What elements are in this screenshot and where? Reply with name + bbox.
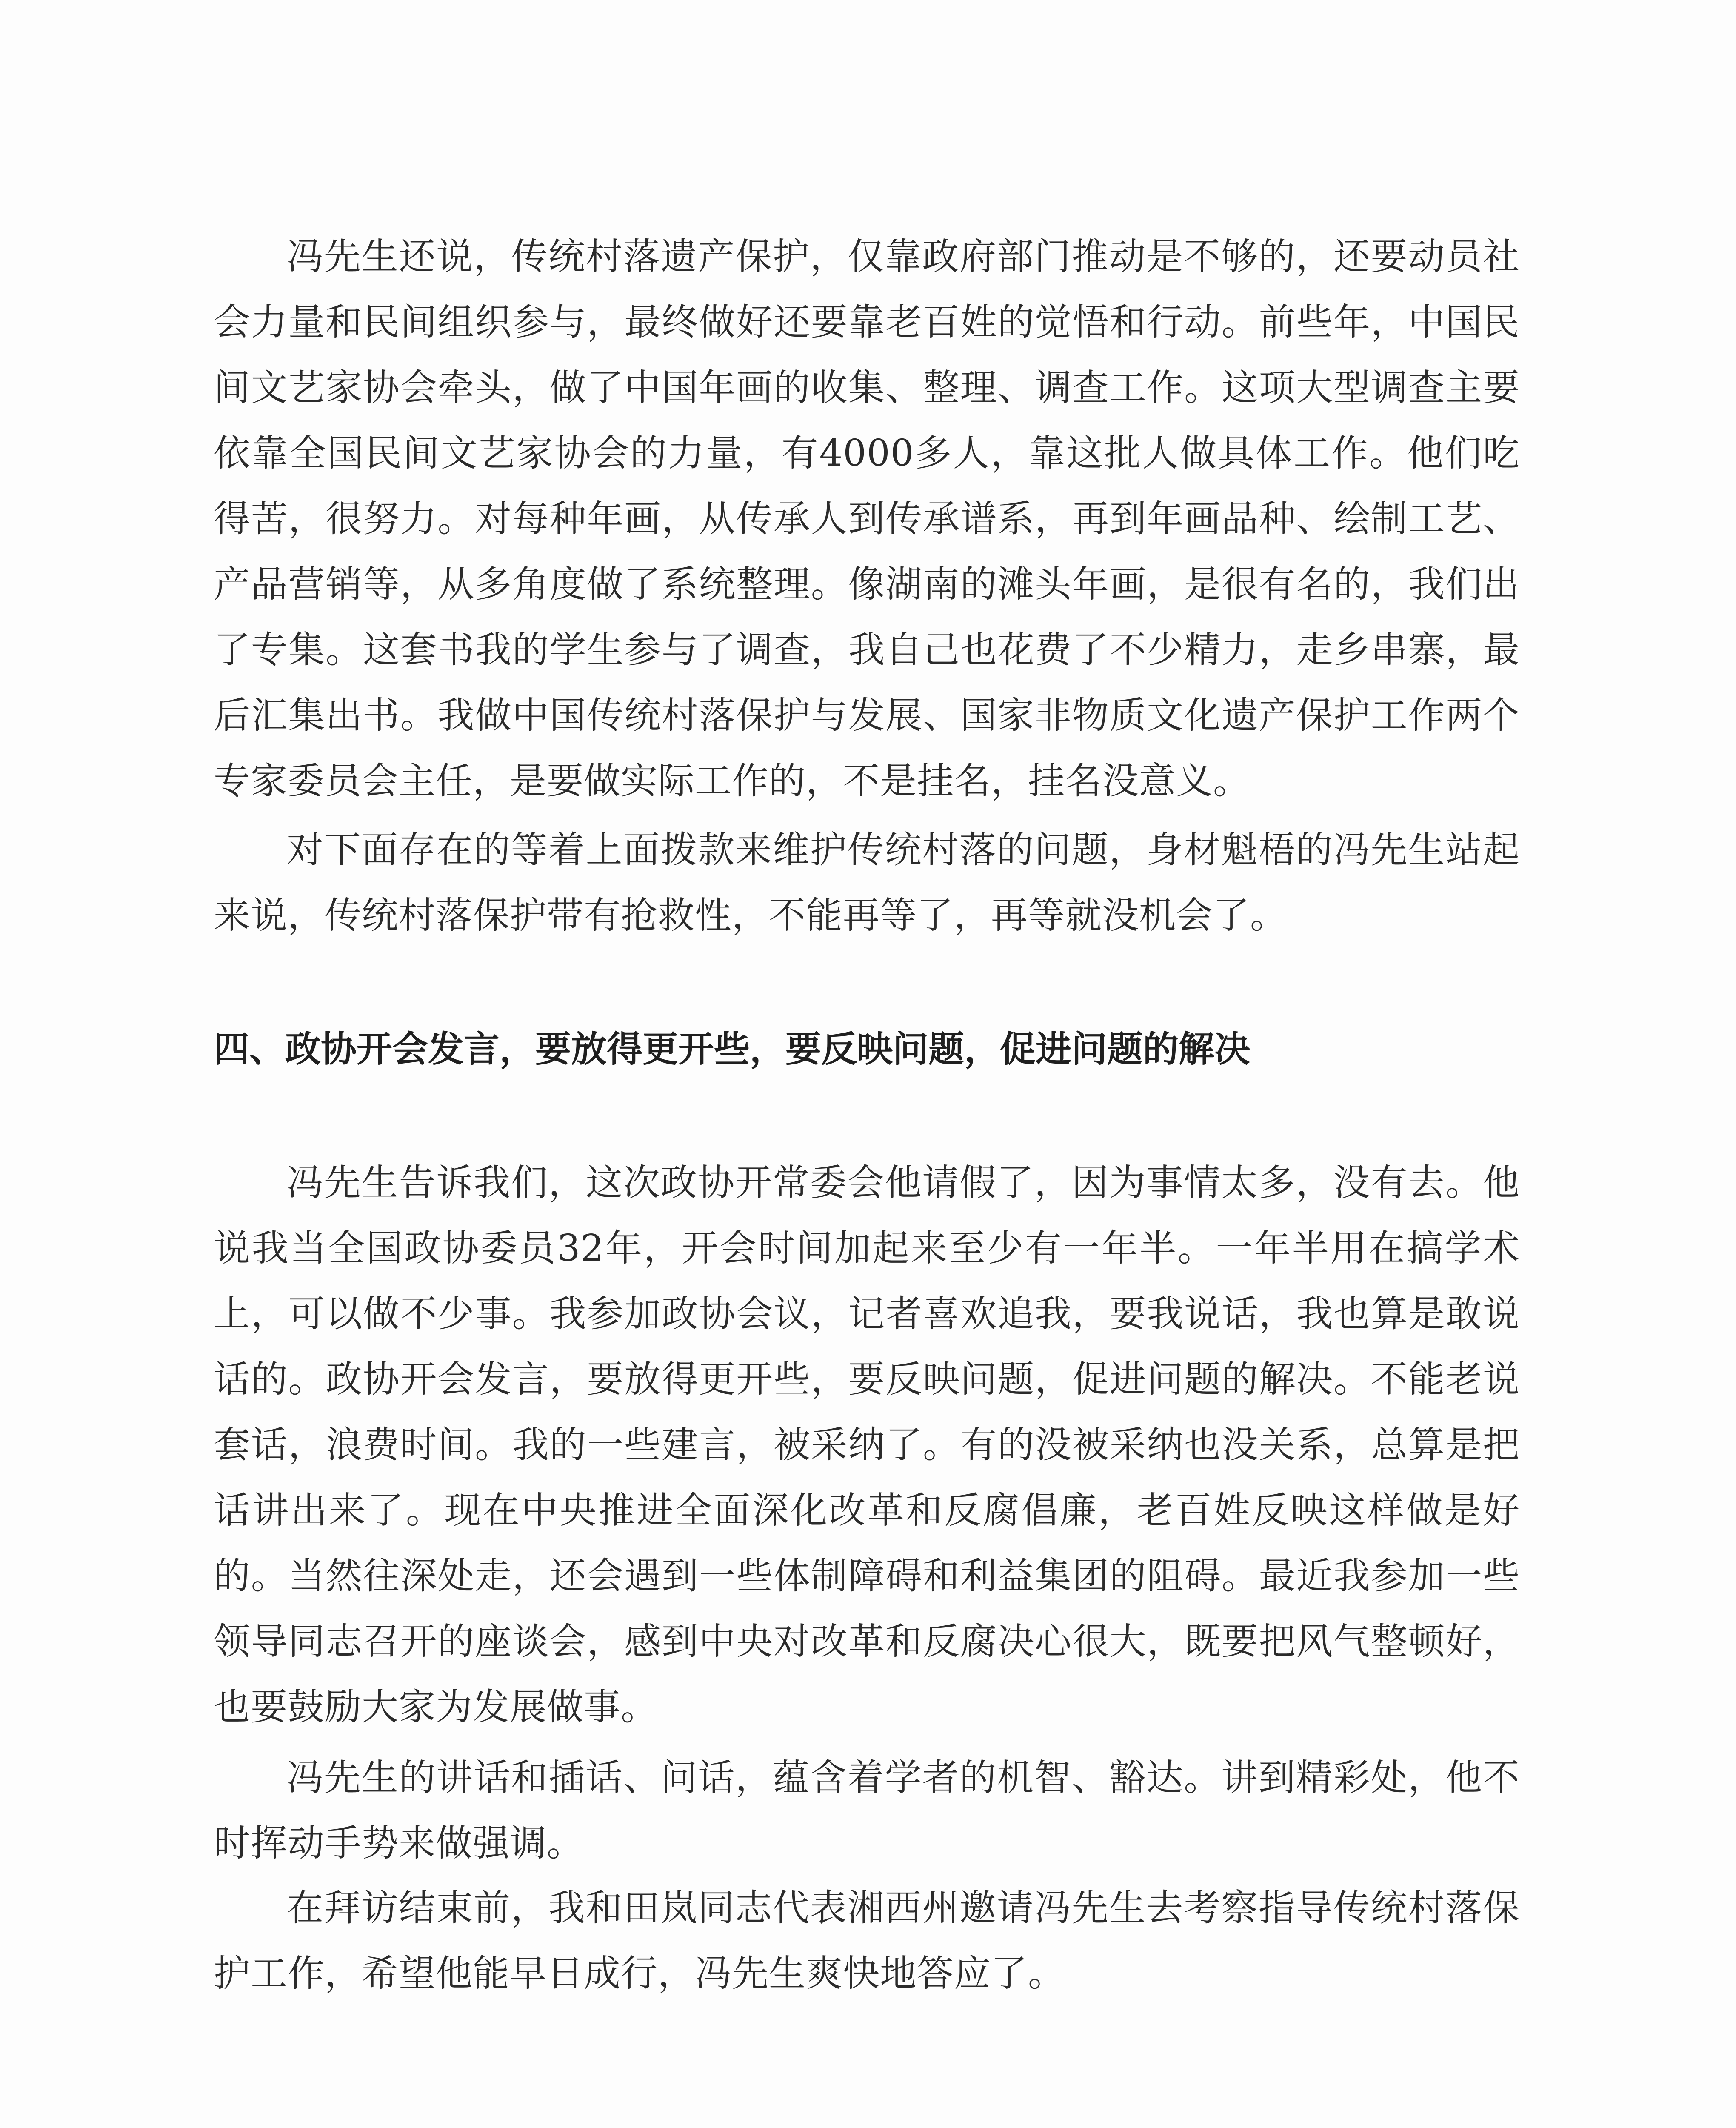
paragraph-5: 在拜访结束前，我和田岚同志代表湘西州邀请冯先生去考察指导传统村落保护工作，希望他能早日成行，冯先生爽快地答应了。 <box>214 1887 1520 1995</box>
paragraph-3: 冯先生告诉我们，这次政协开常委会他请假了，因为事情太多，没有去。他说我当全国政协委员32年，开会时间加起来至少有一年半。一年半用在搞学术上，可以做不少事。我参加政协会议，记者喜欢追我，要我说话，我也算是敢说话的。政协开会发言，要放得更开些，要反映问题，促进问题的解决。不能老说套话，浪费时间。我的一些建言，被采纳了。有的没被采纳也没关系，总算是把话讲出来了。现在中央推进全面深化改革和反腐倡廉，老百姓反映这样做是好的。当然往深处走，还会遇到一些体制障碍和利益集团的阻碍。最近我参加一些领导同志召开的座谈会，感到中央对改革和反腐决心很大，既要把风气整顿好，也要鼓励大家为发展做事。 <box>214 1161 1520 1728</box>
paragraph-4: 冯先生的讲话和插话、问话，蕴含着学者的机智、豁达。讲到精彩处，他不时挥动手势来做强调。 <box>214 1756 1520 1865</box>
paragraph-2: 对下面存在的等着上面拨款来维护传统村落的问题，身材魁梧的冯先生站起来说，传统村落保护带有抢救性，不能再等了，再等就没机会了。 <box>214 829 1520 937</box>
section-heading: 四、政协开会发言，要放得更开些，要反映问题，促进问题的解决 <box>214 1028 1251 1070</box>
paragraph-1: 冯先生还说，传统村落遗产保护，仅靠政府部门推动是不够的，还要动员社会力量和民间组织参与，最终做好还要靠老百姓的觉悟和行动。前些年，中国民间文艺家协会牵头，做了中国年画的收集、整理、调查工作。这项大型调查主要依靠全国民间文艺家协会的力量，有4000多人，靠这批人做具体工作。他们吃得苦，很努力。对每种年画，从传承人到传承谱系，再到年画品种、绘制工艺、产品营销等，从多角度做了系统整理。像湖南的滩头年画，是很有名的，我们出了专集。这套书我的学生参与了调查，我自己也花费了不少精力，走乡串寨，最后汇集出书。我做中国传统村落保护与发展、国家非物质文化遗产保护工作两个专家委员会主任，是要做实际工作的，不是挂名，挂名没意义。 <box>214 235 1520 802</box>
